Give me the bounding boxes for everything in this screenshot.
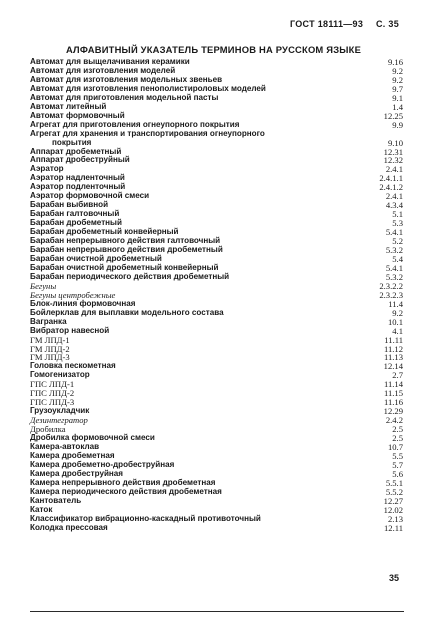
index-entry <box>30 273 403 282</box>
entry-code: 11.13 <box>383 352 403 363</box>
entry-code: 12.02 <box>383 504 403 515</box>
entry-term: Грузоукладчик <box>30 406 90 416</box>
entry-term: Агрегат для хранения и транспортирования огнеупорного <box>30 128 265 138</box>
entry-code: 1.4 <box>392 101 403 112</box>
index-entry <box>30 156 403 165</box>
entry-term: Колодка прессовая <box>30 522 108 532</box>
entry-code: 5.3 <box>392 218 403 229</box>
entry-term: Камера дробеметная <box>30 450 115 460</box>
entry-code: 12.31 <box>383 146 403 157</box>
entry-code: 5.7 <box>392 459 403 470</box>
entry-term: Бегуны <box>30 280 57 291</box>
footer-rule <box>30 611 404 612</box>
entry-code: 5.5.1 <box>385 477 403 488</box>
entry-code: 9.1 <box>392 92 403 103</box>
index-entry <box>30 497 403 506</box>
entry-code: 12.14 <box>383 361 403 372</box>
entry-code: 9.2 <box>392 65 403 76</box>
entry-code: 2.5 <box>392 424 403 435</box>
entry-term: Барабан очистной дробеметный конвейерный <box>30 262 219 272</box>
entry-code: 11.12 <box>383 343 403 354</box>
entry-term: Аэратор подленточный <box>30 182 126 192</box>
entry-term: Блок-линия формовочная <box>30 298 136 308</box>
entry-code: 12.25 <box>383 110 403 121</box>
entry-term: ГМ ЛПД-2 <box>30 343 70 354</box>
index-entry <box>30 345 403 354</box>
entry-term: Бойлерклав для выплавки модельного состава <box>30 307 224 317</box>
entry-code: 12.29 <box>383 406 403 417</box>
entry-code: 2.3.2.3 <box>379 289 403 300</box>
standard-number: ГОСТ 18111—93 <box>289 19 364 29</box>
entry-code: 12.11 <box>383 522 403 533</box>
entry-term: Барабан галтовочный <box>30 209 120 219</box>
entry-term: Дробилка формовочной смеси <box>30 433 155 443</box>
entry-term: Классификатор вибрационно-каскадный противоточный <box>30 513 261 523</box>
index-entry <box>30 389 403 398</box>
entry-term: Вагранка <box>30 316 67 326</box>
entry-code: 5.1 <box>392 209 403 220</box>
entry-code: 12.27 <box>383 495 403 506</box>
index-entry <box>30 380 403 389</box>
entry-term: Кантователь <box>30 495 82 505</box>
entry-code: 11.14 <box>383 379 403 390</box>
entry-term: Автомат для выщелачивания керамики <box>30 57 190 66</box>
term-index-list <box>30 58 403 533</box>
header-page: С. 35 <box>375 19 399 29</box>
entry-term: Барабан периодического действия дробеметный <box>30 271 230 281</box>
entry-term: Камера дробеструйная <box>30 468 124 478</box>
entry-code: 2.5 <box>392 433 403 444</box>
entry-code: 2.4.1.2 <box>379 182 403 193</box>
entry-code: 9.2 <box>392 74 403 85</box>
entry-term: Камера-автоклав <box>30 441 100 451</box>
index-entry <box>30 336 403 345</box>
entry-term: Аппарат дробеметный <box>30 146 122 156</box>
entry-code: 5.5.2 <box>385 486 403 497</box>
entry-term: покрытия <box>52 137 92 147</box>
entry-code: 11.15 <box>383 388 403 399</box>
entry-code: 10.1 <box>387 316 403 327</box>
entry-code: 2.4.1 <box>385 164 403 175</box>
entry-term: Автомат для изготовления моделей <box>30 65 176 75</box>
entry-code: 11.11 <box>384 334 403 345</box>
entry-term: ГМ ЛПД-3 <box>30 352 70 363</box>
entry-code: 2.4.1 <box>385 191 403 202</box>
index-entry <box>30 327 403 336</box>
entry-code: 2.3.2.2 <box>379 280 403 291</box>
entry-term: Каток <box>30 504 53 514</box>
entry-code: 9.7 <box>392 83 403 94</box>
entry-term: ГПС ЛПД-3 <box>30 397 75 408</box>
entry-term: Аэратор надленточный <box>30 173 125 183</box>
entry-term: Автомат литейный <box>30 101 107 111</box>
running-header <box>290 19 399 29</box>
index-entry <box>30 416 403 425</box>
page-number: 35 <box>388 573 399 583</box>
entry-code: 5.3.2 <box>385 245 403 256</box>
entry-term: Автомат для изготовления пенополистироловых моделей <box>30 83 266 93</box>
entry-term: Аэратор <box>30 164 64 174</box>
entry-code: 9.2 <box>392 307 403 318</box>
entry-code: 5.4.1 <box>385 227 403 238</box>
entry-code: 5.3.2 <box>385 271 403 282</box>
entry-term: Автомат формовочный <box>30 110 125 120</box>
entry-term: Аппарат дробеструйный <box>30 155 130 165</box>
entry-term: ГМ ЛПД-1 <box>30 334 70 345</box>
entry-code: 11.16 <box>383 397 403 408</box>
entry-code: 5.2 <box>392 236 403 247</box>
entry-term: Автомат для изготовления модельных звеньев <box>30 74 223 84</box>
entry-term: Дезинтегратор <box>30 415 88 426</box>
index-entry <box>30 309 403 318</box>
entry-code: 9.9 <box>392 119 403 130</box>
entry-code: 5.6 <box>392 468 403 479</box>
entry-term: Гомогенизатор <box>30 370 90 380</box>
index-entry <box>30 371 403 380</box>
entry-code: 10.7 <box>387 441 403 452</box>
entry-term: Вибратор навесной <box>30 325 110 335</box>
entry-term: Дробилка <box>30 424 66 435</box>
entry-term: Камера непрерывного действия дробеметная <box>30 477 216 487</box>
entry-code: 4.1 <box>392 325 403 336</box>
entry-term: Барабан дробеметный <box>30 218 122 228</box>
entry-term: Камера дробеметно-дробеструйная <box>30 459 175 469</box>
entry-code: 12.32 <box>383 155 403 166</box>
entry-code: 2.7 <box>392 370 403 381</box>
entry-code: 5.5 <box>392 450 403 461</box>
entry-term: Барабан очистной дробеметный <box>30 253 162 263</box>
entry-code: 4.3.4 <box>385 200 403 211</box>
entry-term: Аэратор формовочной смеси <box>30 191 150 201</box>
index-title: АЛФАВИТНЫЙ УКАЗАТЕЛЬ ТЕРМИНОВ НА РУССКОМ ЯЗЫКЕ <box>65 44 362 55</box>
entry-code: 9.16 <box>387 57 403 67</box>
entry-code: 9.10 <box>387 137 403 148</box>
entry-term: Барабан дробеметный конвейерный <box>30 227 179 237</box>
entry-term: Автомат для приготовления модельной пасты <box>30 92 219 102</box>
entry-term: Барабан выбивной <box>30 200 109 210</box>
entry-term: Камера периодического действия дробеметная <box>30 486 222 496</box>
entry-term: Агрегат для приготовления огнеупорного покрытия <box>30 119 240 129</box>
entry-code: 2.4.1.1 <box>379 173 403 184</box>
index-entry <box>30 488 403 497</box>
entry-term: Барабан непрерывного действия галтовочный <box>30 236 221 246</box>
entry-term: Барабан непрерывного действия дробеметный <box>30 245 223 255</box>
entry-code: 2.4.2 <box>385 415 403 426</box>
entry-term: Бегуны центробежные <box>30 289 116 300</box>
entry-code: 11.4 <box>388 298 403 309</box>
entry-code: 5.4.1 <box>385 262 403 273</box>
entry-term: ГПС ЛПД-1 <box>30 379 75 390</box>
entry-code: 5.4 <box>392 253 403 264</box>
entry-term: ГПС ЛПД-2 <box>30 388 75 399</box>
index-entry <box>30 524 403 533</box>
entry-term: Головка пескометная <box>30 361 116 371</box>
entry-code: 2.13 <box>387 513 403 524</box>
